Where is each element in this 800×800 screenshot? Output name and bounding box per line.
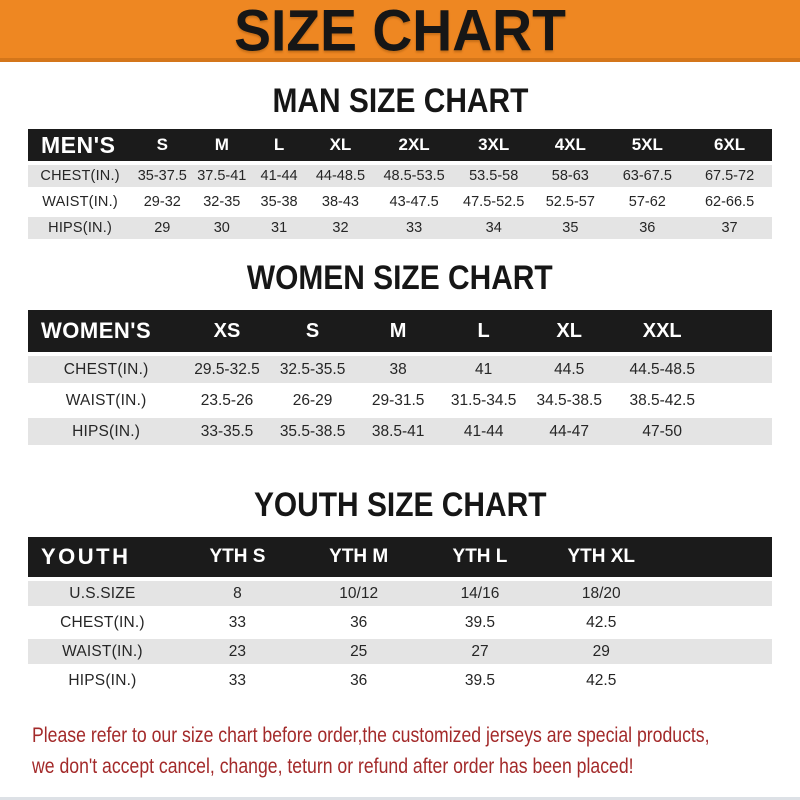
size-cell: 38-43 bbox=[307, 191, 374, 213]
size-cell: 25 bbox=[298, 639, 419, 664]
size-cell: 26-29 bbox=[270, 387, 356, 414]
women-section bbox=[0, 260, 800, 449]
filler-cell bbox=[712, 310, 772, 352]
men-size-column-header: XL bbox=[307, 129, 374, 161]
size-cell: 35 bbox=[533, 217, 607, 239]
size-cell: 44-48.5 bbox=[307, 165, 374, 187]
size-cell: 42.5 bbox=[541, 610, 662, 635]
notice-line-1: Please refer to our size chart before order,the customized jerseys are special products, bbox=[32, 724, 710, 747]
women-section-heading-text: WOMEN SIZE CHART bbox=[247, 259, 553, 297]
men-size-column-header: 6XL bbox=[687, 129, 772, 161]
row-label: CHEST(IN.) bbox=[28, 356, 184, 383]
women-size-column-header: XXL bbox=[612, 310, 712, 352]
notice-line-2: we don't accept cancel, change, teturn or refund after order has been placed! bbox=[32, 755, 634, 778]
size-cell: 36 bbox=[298, 610, 419, 635]
row-label: HIPS(IN.) bbox=[28, 217, 132, 239]
row-label: WAIST(IN.) bbox=[28, 387, 184, 414]
youth-table-row bbox=[28, 668, 772, 693]
youth-size-column-header: YTH XL bbox=[541, 537, 662, 577]
size-cell: 10/12 bbox=[298, 581, 419, 606]
size-cell: 44.5-48.5 bbox=[612, 356, 712, 383]
women-size-column-header: L bbox=[441, 310, 527, 352]
youth-table-row bbox=[28, 610, 772, 635]
women-section-heading bbox=[0, 260, 800, 296]
men-section-heading-text: MAN SIZE CHART bbox=[272, 82, 528, 120]
size-cell: 41-44 bbox=[441, 418, 527, 445]
youth-size-table bbox=[28, 533, 772, 697]
size-cell: 35-38 bbox=[251, 191, 307, 213]
size-cell: 37.5-41 bbox=[192, 165, 251, 187]
filler-cell bbox=[712, 387, 772, 414]
youth-section-heading-text: YOUTH SIZE CHART bbox=[253, 486, 547, 524]
size-cell: 44-47 bbox=[526, 418, 612, 445]
men-table-row bbox=[28, 191, 772, 213]
filler-cell bbox=[712, 356, 772, 383]
size-cell: 63-67.5 bbox=[608, 165, 688, 187]
size-cell: 47-50 bbox=[612, 418, 712, 445]
row-label: HIPS(IN.) bbox=[28, 668, 177, 693]
size-cell: 48.5-53.5 bbox=[374, 165, 454, 187]
size-cell: 32.5-35.5 bbox=[270, 356, 356, 383]
size-cell: 52.5-57 bbox=[533, 191, 607, 213]
size-cell: 27 bbox=[419, 639, 540, 664]
size-cell: 29 bbox=[132, 217, 192, 239]
women-corner-label: WOMEN'S bbox=[28, 310, 184, 352]
size-cell: 67.5-72 bbox=[687, 165, 772, 187]
men-size-column-header: L bbox=[251, 129, 307, 161]
filler-cell bbox=[662, 610, 772, 635]
size-cell: 33 bbox=[177, 610, 298, 635]
men-size-column-header: M bbox=[192, 129, 251, 161]
men-section-heading bbox=[0, 83, 800, 119]
women-size-column-header: S bbox=[270, 310, 356, 352]
youth-table-row bbox=[28, 639, 772, 664]
size-cell: 57-62 bbox=[608, 191, 688, 213]
size-cell: 18/20 bbox=[541, 581, 662, 606]
women-table-row bbox=[28, 418, 772, 445]
size-cell: 36 bbox=[608, 217, 688, 239]
women-size-column-header: XL bbox=[526, 310, 612, 352]
men-table-row bbox=[28, 165, 772, 187]
size-cell: 58-63 bbox=[533, 165, 607, 187]
youth-header-row bbox=[28, 537, 772, 577]
size-cell: 33 bbox=[374, 217, 454, 239]
size-cell: 31 bbox=[251, 217, 307, 239]
size-cell: 44.5 bbox=[526, 356, 612, 383]
women-table-row bbox=[28, 387, 772, 414]
youth-section bbox=[0, 487, 800, 697]
size-cell: 53.5-58 bbox=[454, 165, 533, 187]
size-cell: 41-44 bbox=[251, 165, 307, 187]
size-chart-banner bbox=[0, 0, 800, 62]
size-cell: 32-35 bbox=[192, 191, 251, 213]
women-table-row bbox=[28, 356, 772, 383]
size-cell: 31.5-34.5 bbox=[441, 387, 527, 414]
size-cell: 41 bbox=[441, 356, 527, 383]
women-header-row bbox=[28, 310, 772, 352]
size-cell: 35-37.5 bbox=[132, 165, 192, 187]
filler-cell bbox=[662, 668, 772, 693]
size-cell: 29-31.5 bbox=[355, 387, 441, 414]
men-corner-label: MEN'S bbox=[28, 129, 132, 161]
women-size-column-header: XS bbox=[184, 310, 270, 352]
size-cell: 39.5 bbox=[419, 610, 540, 635]
men-size-column-header: 4XL bbox=[533, 129, 607, 161]
men-size-column-header: 3XL bbox=[454, 129, 533, 161]
size-cell: 29 bbox=[541, 639, 662, 664]
banner-title: SIZE CHART bbox=[234, 0, 566, 64]
filler-cell bbox=[712, 418, 772, 445]
filler-cell bbox=[662, 639, 772, 664]
size-cell: 39.5 bbox=[419, 668, 540, 693]
size-cell: 29-32 bbox=[132, 191, 192, 213]
row-label: CHEST(IN.) bbox=[28, 165, 132, 187]
size-cell: 38 bbox=[355, 356, 441, 383]
size-cell: 43-47.5 bbox=[374, 191, 454, 213]
size-cell: 30 bbox=[192, 217, 251, 239]
row-label: CHEST(IN.) bbox=[28, 610, 177, 635]
size-cell: 23.5-26 bbox=[184, 387, 270, 414]
size-cell: 47.5-52.5 bbox=[454, 191, 533, 213]
size-cell: 62-66.5 bbox=[687, 191, 772, 213]
size-cell: 42.5 bbox=[541, 668, 662, 693]
size-cell: 38.5-41 bbox=[355, 418, 441, 445]
row-label: U.S.SIZE bbox=[28, 581, 177, 606]
size-cell: 35.5-38.5 bbox=[270, 418, 356, 445]
size-cell: 37 bbox=[687, 217, 772, 239]
men-size-column-header: 2XL bbox=[374, 129, 454, 161]
men-table-row bbox=[28, 217, 772, 239]
size-cell: 29.5-32.5 bbox=[184, 356, 270, 383]
size-cell: 36 bbox=[298, 668, 419, 693]
youth-size-column-header: YTH S bbox=[177, 537, 298, 577]
size-cell: 38.5-42.5 bbox=[612, 387, 712, 414]
men-size-column-header: S bbox=[132, 129, 192, 161]
filler-cell bbox=[662, 537, 772, 577]
size-cell: 34 bbox=[454, 217, 533, 239]
youth-corner-label: YOUTH bbox=[28, 537, 177, 577]
size-cell: 34.5-38.5 bbox=[526, 387, 612, 414]
size-cell: 32 bbox=[307, 217, 374, 239]
size-cell: 14/16 bbox=[419, 581, 540, 606]
men-size-column-header: 5XL bbox=[608, 129, 688, 161]
men-header-row bbox=[28, 129, 772, 161]
women-size-column-header: M bbox=[355, 310, 441, 352]
order-notice bbox=[32, 720, 800, 782]
women-size-table bbox=[28, 306, 772, 449]
youth-size-column-header: YTH L bbox=[419, 537, 540, 577]
row-label: WAIST(IN.) bbox=[28, 191, 132, 213]
row-label: WAIST(IN.) bbox=[28, 639, 177, 664]
size-cell: 23 bbox=[177, 639, 298, 664]
men-section bbox=[0, 83, 800, 243]
youth-section-heading bbox=[0, 487, 800, 523]
men-size-table bbox=[28, 125, 772, 243]
youth-table-row bbox=[28, 581, 772, 606]
size-cell: 8 bbox=[177, 581, 298, 606]
size-cell: 33 bbox=[177, 668, 298, 693]
filler-cell bbox=[662, 581, 772, 606]
youth-size-column-header: YTH M bbox=[298, 537, 419, 577]
size-cell: 33-35.5 bbox=[184, 418, 270, 445]
row-label: HIPS(IN.) bbox=[28, 418, 184, 445]
